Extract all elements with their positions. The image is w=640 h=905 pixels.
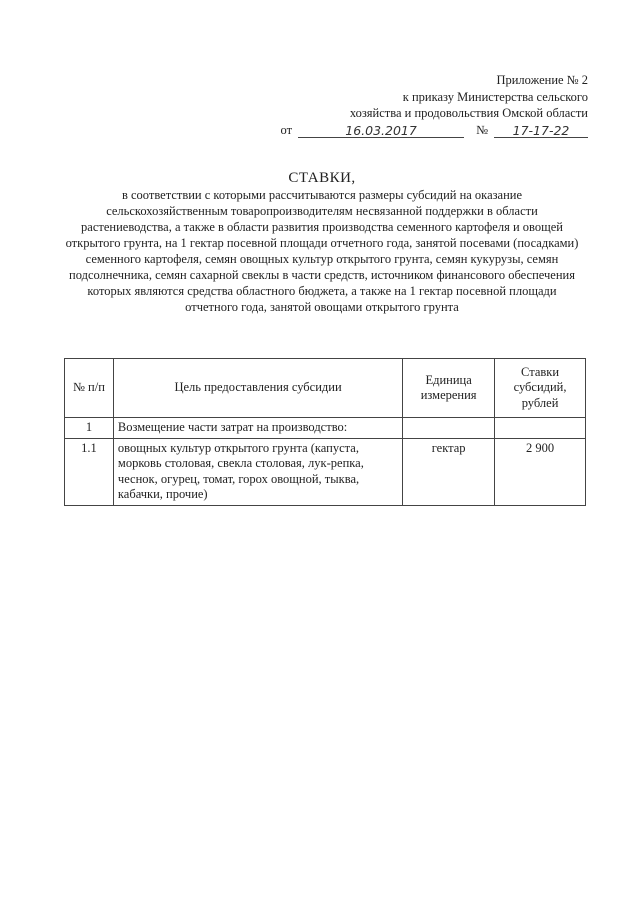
row-rate: 2 900	[495, 438, 586, 505]
subsidy-rates-table	[64, 358, 586, 506]
document-title: СТАВКИ,	[288, 170, 356, 186]
header-unit: Единица измерения	[403, 359, 495, 418]
header-purpose: Цель предоставления субсидии	[113, 359, 402, 418]
appendix-header	[281, 72, 589, 138]
row-unit: гектар	[403, 438, 495, 505]
row-num: 1.1	[65, 438, 114, 505]
date-prefix: от	[280, 122, 293, 137]
table-row	[65, 438, 586, 505]
handwritten-date: 16.03.2017	[298, 124, 464, 138]
number-prefix: №	[476, 122, 488, 137]
header-rate: Ставки субсидий, рублей	[495, 359, 586, 418]
order-date-number-row	[281, 122, 589, 139]
document-description: в соответствии с которыми рассчитываются размеры субсидий на оказание сельскохозяйственным товаропроизводителям несвязанной поддержки в области растениеводства, а также в области развития производства семенного картофеля и овощей открытого грунта, на 1 гектар посевной площади отчетного года, занятой посевами (посадками) семенного картофеля, семян овощных культур открытого грунта, семян кукурузы, семян подсолнечника, семян сахарной свеклы в части средств, источником финансового обеспечения которых являются средства областного бюджета, а также на 1 гектар посевной площади отчетного года, занятой овощами открытого грунта	[65, 188, 579, 314]
row-unit	[403, 418, 495, 439]
table-header-row	[65, 359, 586, 418]
document-title-block	[62, 170, 582, 315]
handwritten-order-number: 17-17-22	[494, 124, 588, 138]
row-rate	[495, 418, 586, 439]
appendix-number: Приложение № 2	[496, 73, 588, 87]
row-num: 1	[65, 418, 114, 439]
table-row	[65, 418, 586, 439]
appendix-order-ref: к приказу Министерства сельского	[402, 89, 588, 104]
appendix-ministry: хозяйства и продовольствия Омской области	[349, 106, 588, 120]
row-purpose: Возмещение части затрат на производство:	[113, 418, 402, 439]
header-num: № п/п	[65, 359, 114, 418]
row-purpose: овощных культур открытого грунта (капуста, морковь столовая, свекла столовая, лук-репка, чеснок, огурец, томат, горох овощной, тыква, кабачки, прочие)	[113, 438, 402, 505]
